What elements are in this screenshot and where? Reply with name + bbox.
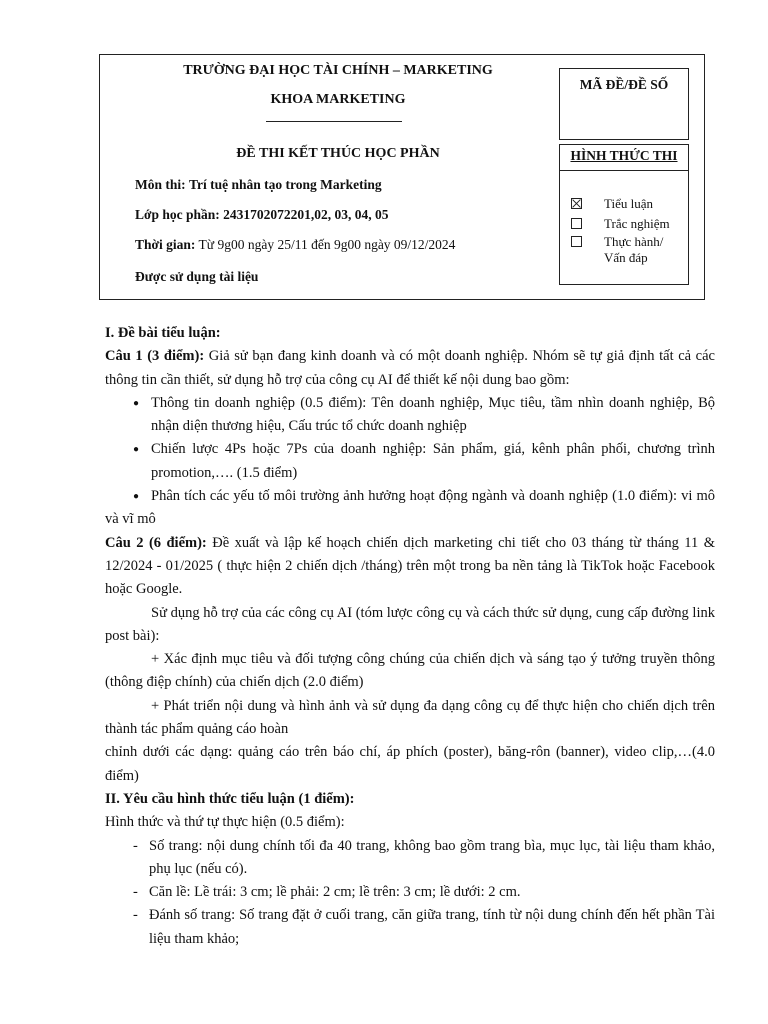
option-multiple-choice[interactable] [571,216,670,232]
question-1-text: Giả sử bạn đang kinh doanh và có một doanh nghiệp. Nhóm sẽ tự giả định tất cả các thông tin cần thiết, sử dụng hỗ trợ của công cụ AI để thiết kế nội dung bao gồm: [105,348,715,388]
university-name: TRƯỜNG ĐẠI HỌC TÀI CHÍNH – MARKETING [183,63,493,78]
materials-note: Được sử dụng tài liệu [135,269,259,284]
exam-code-label: MÃ ĐỀ/ĐỀ SỐ [579,77,669,92]
format-requirement: - Căn lề: Lề trái: 3 cm; lề phải: 2 cm; lề trên: 3 cm; lề dưới: 2 cm. [105,881,715,904]
subject-line [135,177,382,193]
option-essay[interactable] [571,196,653,212]
section2-title: II. Yêu cầu hình thức tiểu luận (1 điểm): [105,790,355,807]
section2-intro: Hình thức và thứ tự thực hiện (0.5 điểm): [105,814,345,831]
subject-value: Trí tuệ nhân tạo trong Marketing [189,177,382,192]
class-label: Lớp học phần: [135,207,220,222]
option-practical-oral-label: Thực hành/ Vấn đáp [604,234,664,265]
question-1-bullet: ● Phân tích các yếu tố môi trường ảnh hưởng hoạt động ngành và doanh nghiệp (1.0 điểm): vi mô và vĩ mô [105,485,715,532]
question-1-label: Câu 1 (3 điểm): [105,348,205,365]
faculty-name: KHOA MARKETING [270,92,406,107]
question-2-label: Câu 2 (6 điểm): [105,534,207,551]
question-1-bullet: ● Chiến lược 4Ps hoặc 7Ps của doanh nghiệp: Sản phẩm, giá, kênh phân phối, chương trình promotion,…. (1.5 điểm) [105,438,715,485]
header-rule [266,121,402,122]
empty-box-icon[interactable] [571,236,582,247]
materials-line [135,269,258,285]
question-2-text: Đề xuất và lập kế hoạch chiến dịch marketing chi tiết cho 03 tháng từ tháng 11 & 12/2024 - 01/2025 ( thực hiện 2 chiến dịch /tháng) trên một trong ba nền tảng là TikTok hoặc Facebook hoặc Google. [105,534,715,598]
exam-code-box [559,68,689,140]
format-requirement: - Đánh số trang: Số trang đặt ở cuối trang, căn giữa trang, tính từ nội dung chính đến hết phần Tài liệu tham khảo; [105,904,715,951]
option-practical-oral[interactable] [571,234,676,266]
time-value: Từ 9g00 ngày 25/11 đến 9g00 ngày 09/12/2024 [198,237,456,252]
exam-header [99,54,705,300]
option-essay-label: Tiểu luận [604,196,653,211]
class-line [135,207,389,223]
question-2-ai-tools: Sử dụng hỗ trợ của các công cụ AI (tóm lược công cụ và cách thức sử dụng, cung cấp đường link post bài): [105,604,715,644]
exam-form-title: HÌNH THỨC THI [570,148,678,163]
exam-content [105,322,715,951]
time-line [135,237,455,253]
subject-label: Môn thi: [135,177,186,192]
question-2-item: + Xác định mục tiêu và đối tượng công chúng của chiến dịch và sáng tạo ý tưởng truyền thông (thông điệp chính) của chiến dịch (2.0 điểm) [105,651,715,691]
format-requirement: - Số trang: nội dung chính tối đa 40 trang, không bao gồm trang bìa, mục lục, tài liệu tham khảo, phụ lục (nếu có). [105,835,715,882]
question-2 [105,532,715,602]
question-1 [105,345,715,392]
form-title-rule [560,170,688,171]
exam-form-box [559,144,689,285]
empty-box-icon[interactable] [571,218,582,229]
section1-title: I. Đề bài tiểu luận: [105,325,221,341]
option-multiple-choice-label: Trắc nghiệm [604,216,670,231]
question-1-bullet: ● Thông tin doanh nghiệp (0.5 điểm): Tên doanh nghiệp, Mục tiêu, tầm nhìn doanh nghiệp, Bộ nhận diện thương hiệu, Cấu trúc tổ chức doanh nghiệp [105,392,715,439]
question-2-item: + Phát triển nội dung và hình ảnh và sử dụng đa dạng công cụ để thực hiện cho chiến dịch trên thành tác phẩm quảng cáo hoàn [105,697,715,738]
class-value: 2431702072201,02, 03, 04, 05 [223,207,389,222]
time-label: Thời gian: [135,237,196,252]
question-2-forms: chỉnh dưới các dạng: quảng cáo trên báo chí, áp phích (poster), băng-rôn (banner), video clip,…(4.0 điểm) [105,744,715,784]
exam-title: ĐỀ THI KẾT THÚC HỌC PHẦN [236,146,440,161]
checked-box-icon[interactable] [571,198,582,209]
